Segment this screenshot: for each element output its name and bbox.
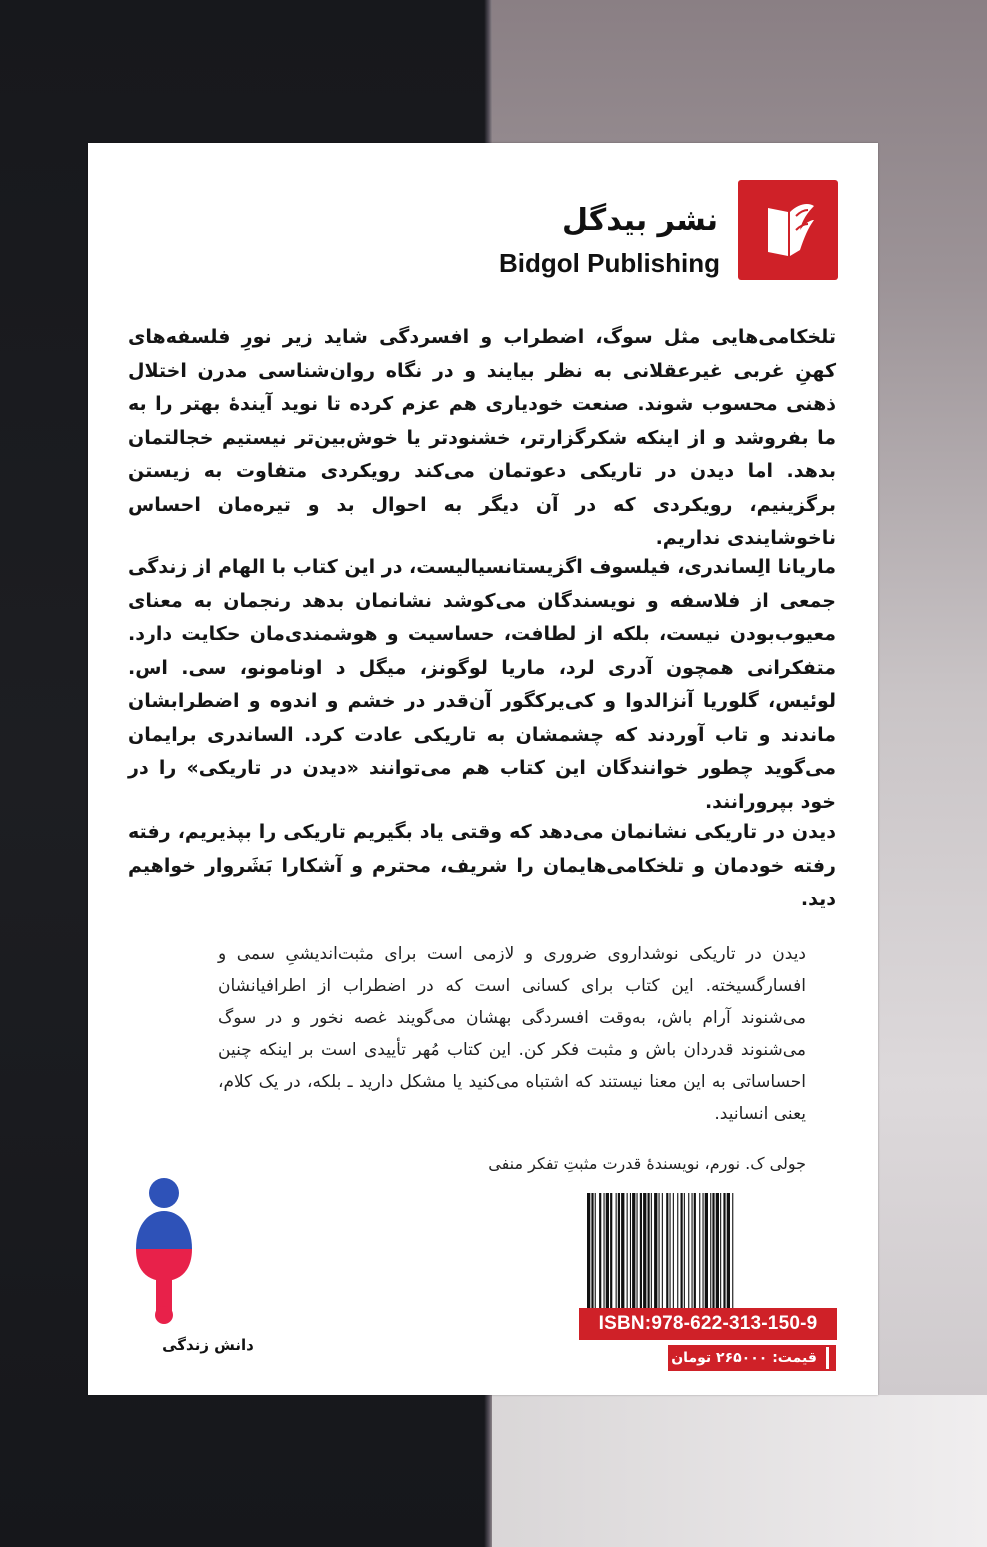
barcode-bar [643,1193,646,1308]
back-cover-panel [88,143,878,1395]
barcode-bar [732,1193,733,1308]
barcode-bar [627,1193,628,1308]
price-tag [668,1345,836,1371]
barcode [583,1193,839,1313]
barcode-bar [606,1193,609,1308]
barcode-bar [670,1193,671,1308]
barcode-bar [632,1193,635,1308]
barcode-bar [651,1193,652,1308]
barcode-bar [621,1193,624,1308]
barcode-bar [727,1193,730,1308]
barcode-bar [618,1193,620,1308]
barcode-bar [712,1193,714,1308]
barcode-bar [595,1193,596,1308]
barcode-bar [688,1193,689,1308]
price-value: ۲۶۵۰۰۰ [716,1350,768,1366]
publisher-name-fa: نشر بیدگل [562,203,718,238]
barcode-bar [692,1193,693,1308]
barcode-bar [684,1193,685,1308]
barcode-bar [710,1193,711,1308]
isbn-label: ISBN:978-622-313-150-9 [579,1308,837,1340]
barcode-bar [654,1193,657,1308]
barcode-bar [640,1193,642,1308]
blurb-paragraph-3: دیدن در تاریکی نشانمان می‌دهد که وقتی یاد بگیریم تاریکی را بپذیریم، رفته رفته خودمان و تلخکامی‌هایمان را شریف، محترم و آشکارا بَشَروار خواهیم دید. [128,821,836,910]
barcode-bar [705,1193,708,1308]
barcode-bar [587,1193,590,1308]
barcode-bar [662,1193,663,1308]
barcode-bar [591,1193,593,1308]
barcode-bar [637,1193,638,1308]
price-unit: تومان [671,1350,712,1366]
barcode-bar [694,1193,696,1308]
series-label: دانش زندگی [162,1336,254,1354]
barcode-bar [681,1193,683,1308]
cover-background-bottom [488,1395,987,1547]
barcode-bar [648,1193,650,1308]
barcode-bar [604,1193,605,1308]
barcode-bar [599,1193,601,1308]
barcode-bar [673,1193,674,1308]
barcode-bar [666,1193,668,1308]
barcode-bar [616,1193,617,1308]
barcode-bar [610,1193,612,1308]
barcode-bar [703,1193,704,1308]
endorsement-author: جولی ک. نورم، نویسندهٔ قدرت مثبتِ تفکر منفی [488,1154,806,1173]
barcode-bar [720,1193,721,1308]
price-separator-icon [751,1373,754,1395]
series-logo-icon [134,1171,194,1331]
endorsement-quote: دیدن در تاریکی نوشداروی ضروری و لازمی است برای مثبت‌اندیشیِ سمی و افسارگسیخته. این کتاب برای کسانی است که در اضطراب از اطرافیانشان می‌شنوند آرام باش، به‌وقت افسردگی بهشان می‌گویند غصه نخور و در سوگ می‌شنوند قدردان باش و مثبت فکر کن. این کتاب مُهر تأییدی است بر اینکه چنین احساساتی به این معنا نیستند که اشتباه می‌کنید یا مشکل دارید ـ بلکه، در یک کلام، یعنی انسانید. [218,944,806,1124]
barcode-bar [677,1193,678,1308]
barcode-bar [659,1193,660,1308]
blurb-paragraph-1: تلخکامی‌هایی مثل سوگ، اضطراب و افسردگی شاید زیر نورِ فلسفه‌های کهنِ غربی غیرعقلانی به نظر بیایند و در نگاه روان‌شناسی مدرن اختلال ذهنی محسوب شوند. صنعت خودیاری هم عزم کرده تا نوید آیندهٔ بهتر را به ما بفروشد و از اینکه شکرگزارتر، خشنودتر یا خوش‌بین‌تر نیستیم خجالتمان بدهد. اما دیدن در تاریکی دعوتمان می‌کند رویکردی متفاوت به زیستن برگزینیم، رویکردی که در آن دیگر به احوال بد و تیره‌مان احساس ناخوشایندی نداریم. [128,326,836,549]
barcode-bar [723,1193,725,1308]
price-label: قیمت: [772,1350,817,1366]
publisher-name-en: Bidgol Publishing [499,248,720,278]
barcode-bar [716,1193,719,1308]
barcode-bar [630,1193,631,1308]
blurb-paragraph-2: ماریانا الِساندری، فیلسوف اگزیستانسیالیست، در این کتاب با الهام از زندگی جمعی از فلاسفه و نویسندگان می‌کوشد نشانمان بدهد رنجمان به معنای معیوب‌بودن نیست، بلکه از لطافت، حساسیت و هوشمندی‌مان حکایت دارد. متفکرانی همچون آدری لرد، ماریا لوگونز، میگل د اونامونو، سی. اس. لوئیس، گلوریا آنزالدوا و کی‌یرکگور آن‌قدر در خشم و اندوه و اضطرابشان ماندند و تاب آوردند که چشمشان به تاریکی عادت کرد. الساندری برایمان می‌گوید چطور خوانندگان این کتاب هم می‌توانند «دیدن در تاریکی» را در خود بپرورانند. [128,556,836,813]
barcode-bar [699,1193,700,1308]
publisher-logo-icon [738,180,838,280]
price-separator-icon [826,1347,829,1369]
